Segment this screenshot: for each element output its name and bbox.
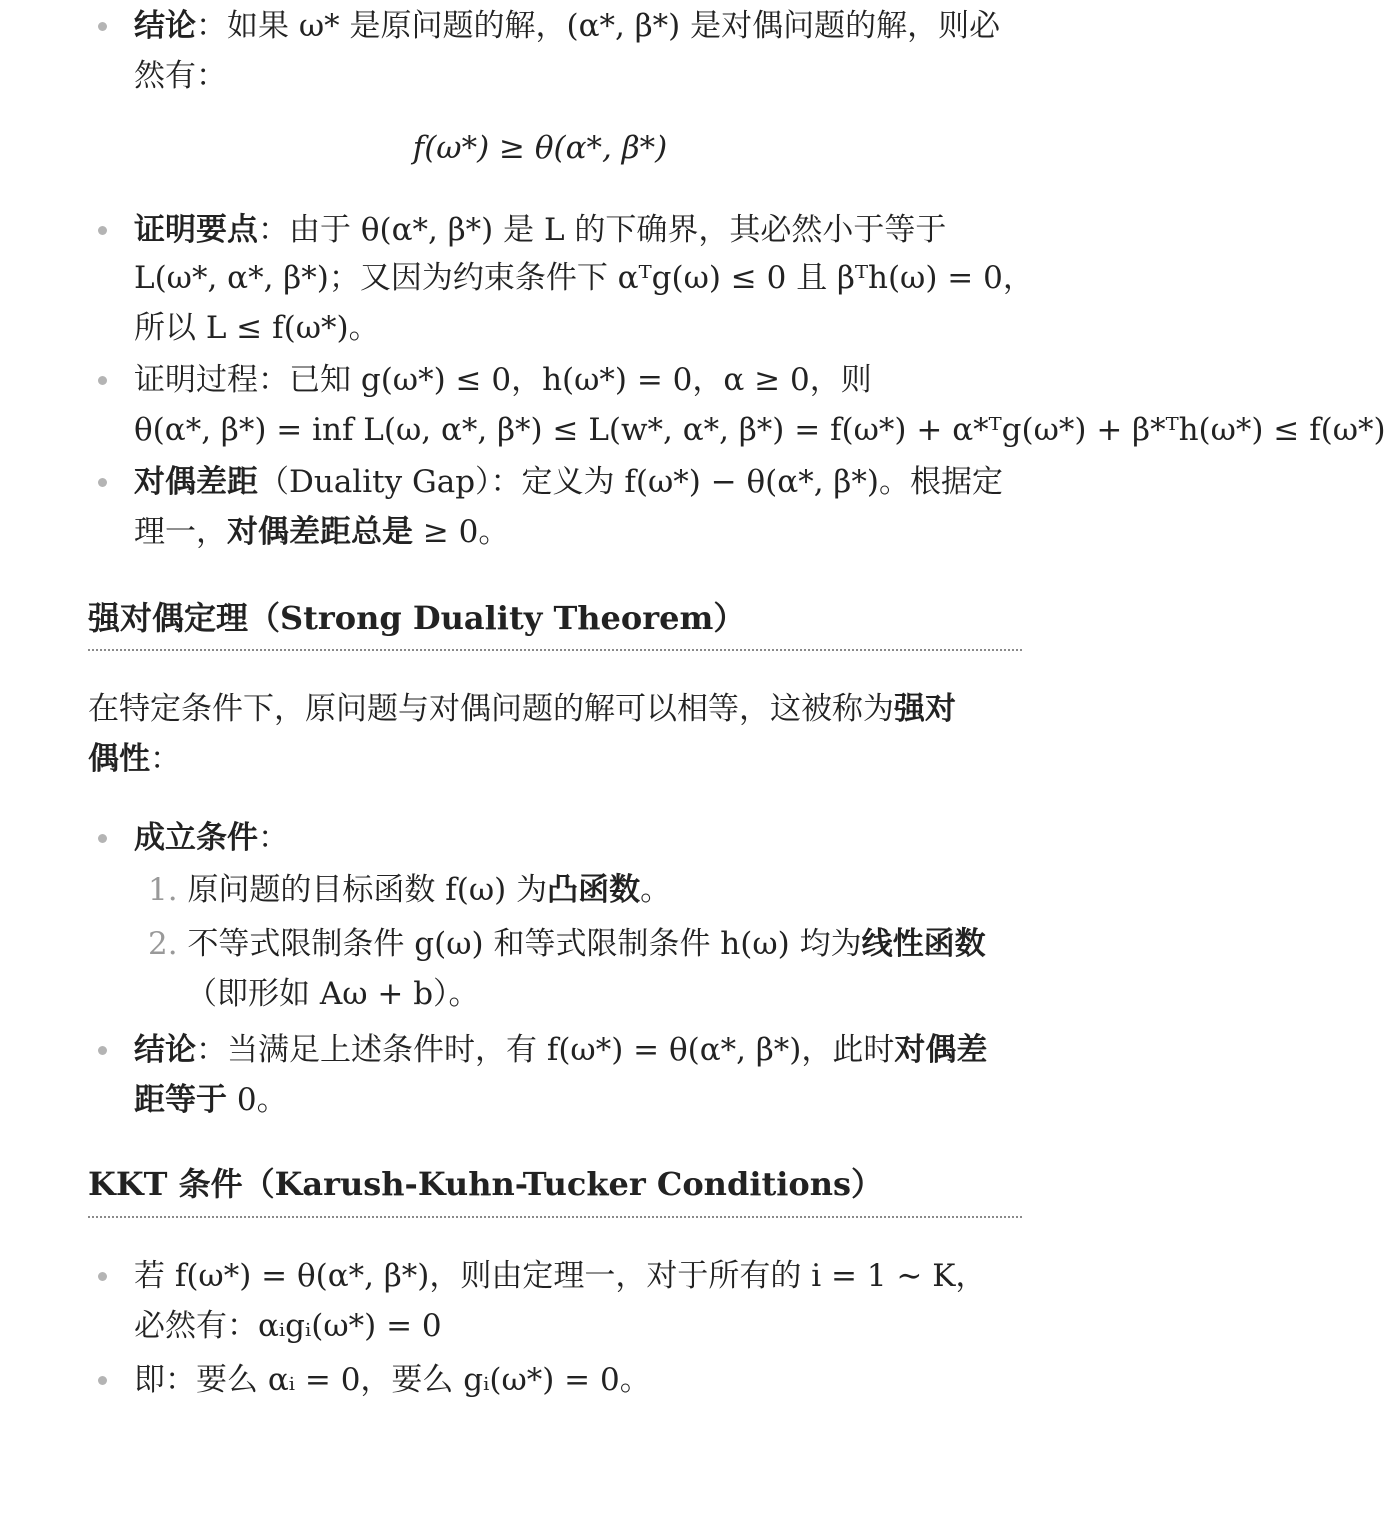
bullet-conclusion-strong: 结论：当满足上述条件时，有 f(ω*) = θ(α*, β*)，此时对偶差 (134, 1032, 988, 1068)
bullet-kkt-condition: 若 f(ω*) = θ(α*, β*)，则由定理一，对于所有的 i = 1 ∼ K， (134, 1258, 987, 1294)
bullet-label: 成立条件 (134, 820, 258, 856)
bullet-text-continued: 所以 L ≤ f(ω*)。 (134, 310, 380, 346)
bullet-duality-gap (134, 462, 1003, 502)
bullet-label: 对偶差距 (134, 464, 258, 500)
bullet-text-continued: 距等于 0。 (134, 1082, 288, 1118)
bullet-text-continued-overflow: θ(α*, β*) = inf L(ω, α*, β*) ≤ L(w*, α*, β*) = f(ω*) + α*ᵀg(ω*) + β*ᵀh(ω*) ≤ f(ω*) (134, 412, 1386, 448)
bullet-label: 证明要点 (134, 212, 258, 248)
heading-divider (88, 649, 1022, 651)
display-equation: f(ω*) ≥ θ(α*, β*) (412, 130, 668, 166)
bullet-dot (98, 226, 107, 235)
bullet-text: （Duality Gap）：定义为 f(ω*) − θ(α*, β*)。根据定 (258, 464, 1003, 500)
bullet-conclusion (134, 6, 1000, 46)
bullet-dot (98, 1376, 107, 1385)
bullet-text: ：如果 ω* 是原问题的解，(α*, β*) 是对偶问题的解，则必 (196, 8, 1001, 44)
bullet-dot (98, 376, 107, 385)
bullet-text-continued: 然有： (134, 58, 227, 94)
ordered-item-1: 1. 原问题的目标函数 f(ω) 为凸函数。 (148, 872, 672, 908)
section-heading-kkt: KKT 条件（Karush-Kuhn-Tucker Conditions） (88, 1165, 884, 1203)
ordered-item-2: 2. 不等式限制条件 g(ω) 和等式限制条件 h(ω) 均为线性函数 (148, 926, 986, 962)
bullet-dot (98, 1272, 107, 1281)
bullet-proof-process: 证明过程：已知 g(ω*) ≤ 0，h(ω*) = 0，α ≥ 0，则 (134, 362, 872, 398)
bullet-proof-key-points (134, 210, 946, 250)
bullet-dot (98, 478, 107, 487)
bullet-text-continued: L(ω*, α*, β*)；又因为约束条件下 αᵀg(ω) ≤ 0 且 βᵀh(ω) = 0， (134, 260, 1034, 296)
bullet-label: 结论 (134, 8, 196, 44)
heading-divider (88, 1216, 1022, 1218)
bullet-text-continued: 必然有：αᵢgᵢ(ω*) = 0 (134, 1308, 442, 1344)
bullet-label: 结论 (134, 1032, 196, 1068)
bullet-text-continued: 理一，对偶差距总是 ≥ 0。 (134, 514, 510, 550)
bullet-dot (98, 834, 107, 843)
ordered-item-2-continued: （即形如 Aω + b）。 (186, 976, 480, 1012)
bullet-dot (98, 22, 107, 31)
section-heading-strong-duality: 强对偶定理（Strong Duality Theorem） (88, 599, 746, 637)
paragraph-strong-duality: 在特定条件下，原问题与对偶问题的解可以相等，这被称为强对 偶性： (88, 691, 956, 777)
bullet-conditions: 成立条件： (134, 820, 289, 856)
bullet-dot (98, 1046, 107, 1055)
bullet-text: ：由于 θ(α*, β*) 是 L 的下确界，其必然小于等于 (258, 212, 947, 248)
bullet-kkt-implication: 即：要么 αᵢ = 0，要么 gᵢ(ω*) = 0。 (134, 1362, 651, 1398)
